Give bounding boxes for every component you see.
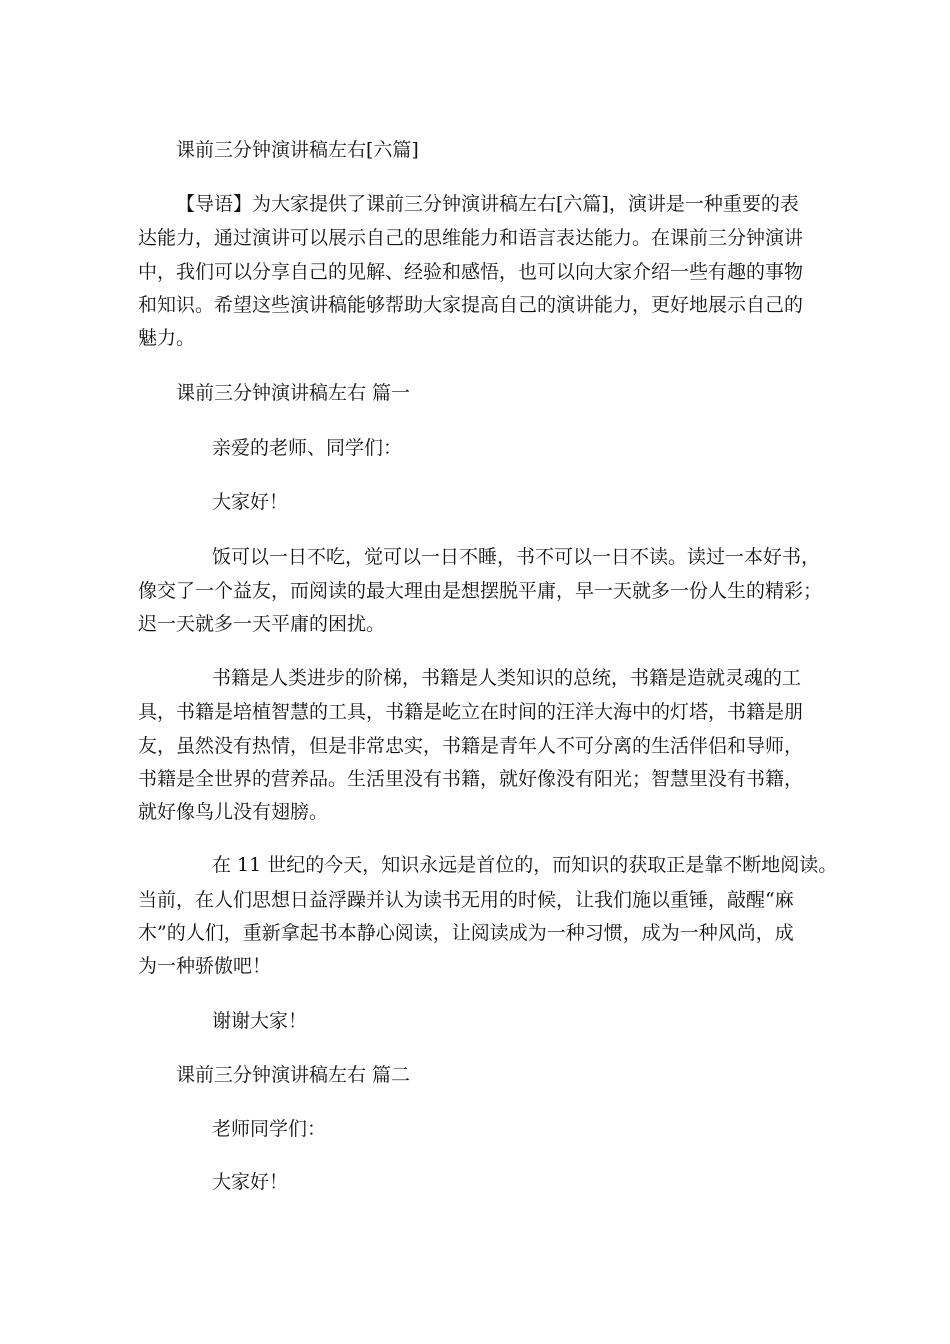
salutation: 老师同学们： bbox=[212, 1118, 327, 1140]
paragraph-line: 饭可以一日不吃，觉可以一日不睡，书不可以一日不读。读过一本好书， bbox=[212, 546, 821, 568]
paragraph-line: 具，书籍是培植智慧的工具，书籍是屹立在时间的汪洋大海中的灯塔，书籍是朋 bbox=[138, 701, 804, 723]
intro-line: 达能力，通过演讲可以展示自己的思维能力和语言表达能力。在课前三分钟演讲 bbox=[138, 227, 804, 249]
paragraph-line: 木”的人们，重新拿起书本静心阅读，让阅读成为一种习惯，成为一种风尚，成 bbox=[138, 922, 794, 944]
paragraph-line: 就好像鸟儿没有翅膀。 bbox=[138, 801, 329, 823]
intro-line: 魅力。 bbox=[138, 327, 196, 349]
document-title: 课前三分钟演讲稿左右[六篇] bbox=[176, 139, 419, 161]
closing: 谢谢大家！ bbox=[212, 1010, 308, 1032]
greeting: 大家好！ bbox=[212, 1171, 289, 1193]
section-heading: 课前三分钟演讲稿左右 篇一 bbox=[176, 382, 411, 404]
section-heading: 课前三分钟演讲稿左右 篇二 bbox=[176, 1064, 411, 1086]
greeting: 大家好！ bbox=[212, 491, 289, 513]
paragraph-line: 为一种骄傲吧！ bbox=[138, 955, 272, 977]
paragraph-line: 书籍是人类进步的阶梯，书籍是人类知识的总统，书籍是造就灵魂的工 bbox=[212, 667, 802, 689]
paragraph-line: 像交了一个益友，而阅读的最大理由是想摆脱平庸，早一天就多一份人生的精彩； bbox=[138, 580, 823, 602]
intro-line: 【导语】为大家提供了课前三分钟演讲稿左右[六篇]，演讲是一种重要的表 bbox=[176, 193, 799, 215]
paragraph-line: 友，虽然没有热情，但是非常忠实，书籍是青年人不可分离的生活伴侣和导师， bbox=[138, 735, 804, 757]
intro-line: 和知识。希望这些演讲稿能够帮助大家提高自己的演讲能力，更好地展示自己的 bbox=[138, 294, 804, 316]
salutation: 亲爱的老师、同学们： bbox=[212, 437, 403, 459]
intro-line: 中，我们可以分享自己的见解、经验和感悟，也可以向大家介绍一些有趣的事物 bbox=[138, 261, 804, 283]
paragraph-line: 迟一天就多一天平庸的困扰。 bbox=[138, 613, 386, 635]
paragraph-line: 书籍是全世界的营养品。生活里没有书籍，就好像没有阳光；智慧里没有书籍， bbox=[138, 768, 804, 790]
paragraph-line: 当前，在人们思想日益浮躁并认为读书无用的时候，让我们施以重锤，敲醒“麻 bbox=[138, 889, 794, 911]
paragraph-line: 在 11 世纪的今天，知识永远是首位的，而知识的获取正是靠不断地阅读。 bbox=[212, 854, 838, 876]
